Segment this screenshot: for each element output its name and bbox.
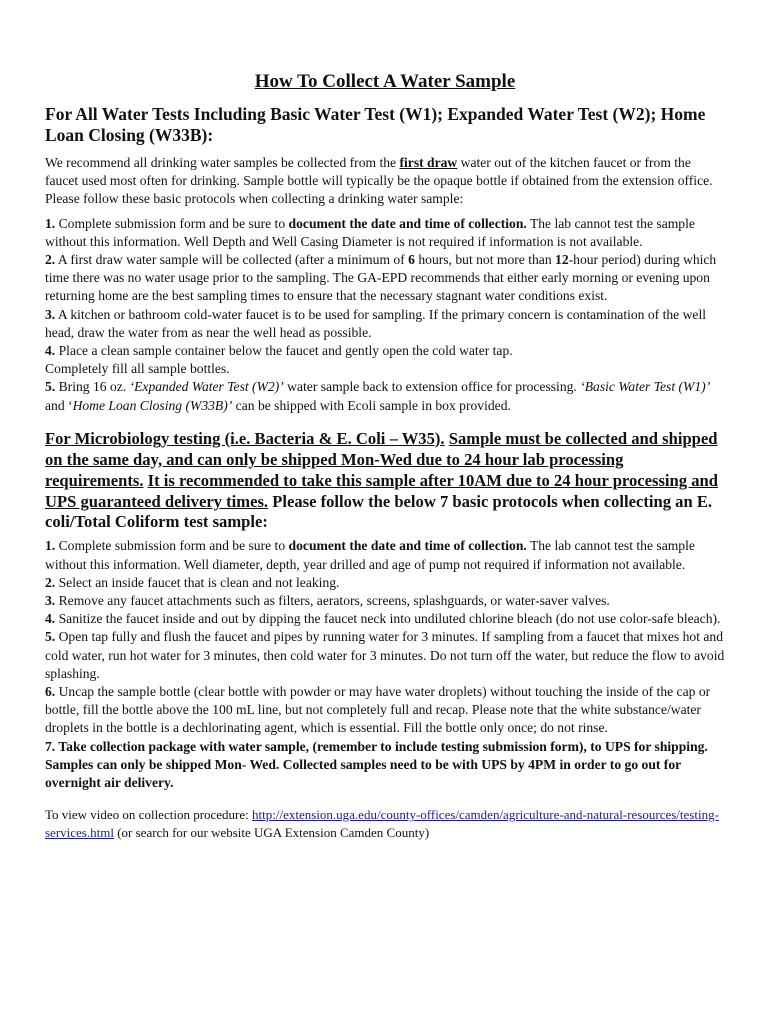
footer-note	[45, 806, 725, 842]
step-text-cont: and ‘	[45, 397, 73, 413]
step-text: Uncap the sample bottle (clear bottle with powder or may have water droplets) without touching the inside of the cap or bottle, fill the bottle above the 100 mL line, but not completely full and recap. Please note that the white substance/water droplets in the bottle is a dechlorinating agent, which is essential. Fill the bottle only once; do not rinse.	[45, 684, 711, 736]
step-number: 4.	[45, 611, 56, 627]
step-text: A kitchen or bathroom cold-water faucet is to be used for sampling. If the primary concern is contamination of the well head, draw the water from as near the well head as possible.	[45, 306, 706, 340]
step-text-cont: The lab cannot test the sample without this information. Well Depth and Well Casing Diameter is not required if information is not available.	[45, 215, 695, 249]
micro-step-3	[45, 592, 725, 610]
section1-steps	[45, 215, 725, 415]
step-italic: Home Loan Closing (W33B)’	[72, 397, 233, 413]
step-3	[45, 306, 725, 342]
step-number: 1.	[45, 215, 56, 231]
step-number: 4.	[45, 343, 56, 359]
step-emphasis: document the date and time of collection.	[288, 538, 527, 554]
step-emphasis: 6	[408, 252, 415, 268]
micro-heading-part: Sample must be collected and shipped on the same day, and can only be shipped Mon-Wed due to 24 hour lab processing requirements.	[45, 428, 718, 490]
step-number: 1.	[45, 538, 56, 554]
step-number: 6.	[45, 684, 56, 699]
step-number: 5.	[45, 379, 56, 395]
step-text: Open tap fully and flush the faucet and pipes by running water for 3 minutes. If sampling from a faucet that mixes hot and cold water, run hot water for 3 minutes, then cold water for 3 minutes. Do not turn off the water, but reduce the flow to avoid splashing.	[45, 629, 725, 681]
footer-tail: (or search for our website UGA Extension Camden County)	[113, 825, 430, 841]
first-draw-emphasis: first draw	[399, 155, 458, 170]
step-text-cont: water sample back to extension office for processing.	[283, 379, 581, 395]
section1-heading: For All Water Tests Including Basic Water Test (W1); Expanded Water Test (W2); Home Loan Closing (W33B):	[45, 104, 706, 145]
step-text: Place a clean sample container below the faucet and gently open the cold water tap.	[55, 343, 513, 359]
footer-lead: To view video on collection procedure:	[45, 807, 253, 823]
step-2	[45, 251, 725, 306]
step-4-continued: Completely fill all sample bottles.	[45, 361, 230, 377]
document-page	[45, 70, 725, 842]
micro-step-4	[45, 610, 725, 628]
step-italic: ‘Expanded Water Test (W2)’	[129, 379, 284, 395]
step-text: Complete submission form and be sure to	[55, 215, 289, 231]
micro-step-5	[45, 628, 725, 683]
step-number: 2.	[45, 574, 56, 590]
page-title: How To Collect A Water Sample	[254, 71, 516, 92]
micro-heading-part: It is recommended to take this sample after 10AM due to 24 hour processing and UPS guaranteed delivery times.	[45, 470, 718, 511]
step-italic: ‘Basic Water Test (W1)’	[580, 379, 711, 395]
step-number: 3.	[45, 306, 56, 322]
micro-step-6	[45, 683, 725, 738]
step-number: 2.	[45, 252, 56, 268]
step-text-cont: The lab cannot test the sample without this information. Well diameter, depth, year drilled and age of pump not required if information not available.	[45, 538, 695, 572]
step-text-cont: can be shipped with Ecoli sample in box provided.	[232, 397, 511, 413]
step-text: Sanitize the faucet inside and out by dipping the faucet neck into undiluted chlorine bleach (do not use color-safe bleach).	[55, 611, 721, 627]
intro-text-cont: water out of the kitchen faucet or from the faucet used most often for drinking. Sample bottle will typically be the opaque bottle if obtained from the extension office. Please follow these basic protocols when collecting a drinking water sample:	[45, 155, 713, 207]
step-4	[45, 342, 725, 360]
step-text: Bring 16 oz.	[55, 379, 130, 395]
section2-steps	[45, 537, 725, 792]
intro-text: We recommend all drinking water samples be collected from the	[45, 155, 400, 170]
step-text-cont: -hour period) during which time there was no water usage prior to the sampling. The GA-EPD recommends that either early morning or evening upon returning home are the best sampling times to ensure that the necessary stagnant water conditions exist.	[45, 252, 717, 304]
step-text-cont: hours, but not more than	[414, 252, 556, 268]
micro-heading-tail: Please follow the below 7 basic protocols when collecting an E. coli/Total Coliform test sample:	[45, 491, 713, 532]
step-text: A first draw water sample will be collected (after a minimum of	[55, 252, 409, 268]
step-text: Complete submission form and be sure to	[55, 538, 289, 554]
step-text: Remove any faucet attachments such as filters, aerators, screens, splashguards, or water-saver valves.	[55, 592, 610, 608]
step-emphasis: 12	[555, 252, 569, 268]
step-5	[45, 378, 725, 414]
step-number: 5.	[45, 629, 56, 645]
micro-heading-part: For Microbiology testing (i.e. Bacteria & E. Coli – W35).	[45, 428, 445, 448]
section2-heading	[45, 429, 725, 534]
step-emphasis: document the date and time of collection.	[288, 215, 527, 231]
micro-step-7: 7. Take collection package with water sample, (remember to include testing submission form), to UPS for shipping. Samples can only be shipped Mon- Wed. Collected samples need to be with UPS by 4PM in order to go out for overnight air delivery.	[45, 738, 708, 791]
step-text: Select an inside faucet that is clean and not leaking.	[55, 574, 340, 590]
micro-step-1	[45, 537, 725, 573]
section1-intro	[45, 154, 725, 209]
micro-step-2	[45, 574, 725, 592]
video-link[interactable]: http://extension.uga.edu/county-offices/camden/agriculture-and-natural-resources/testing-services.html	[45, 807, 719, 841]
step-1	[45, 215, 725, 251]
step-number: 3.	[45, 592, 56, 608]
